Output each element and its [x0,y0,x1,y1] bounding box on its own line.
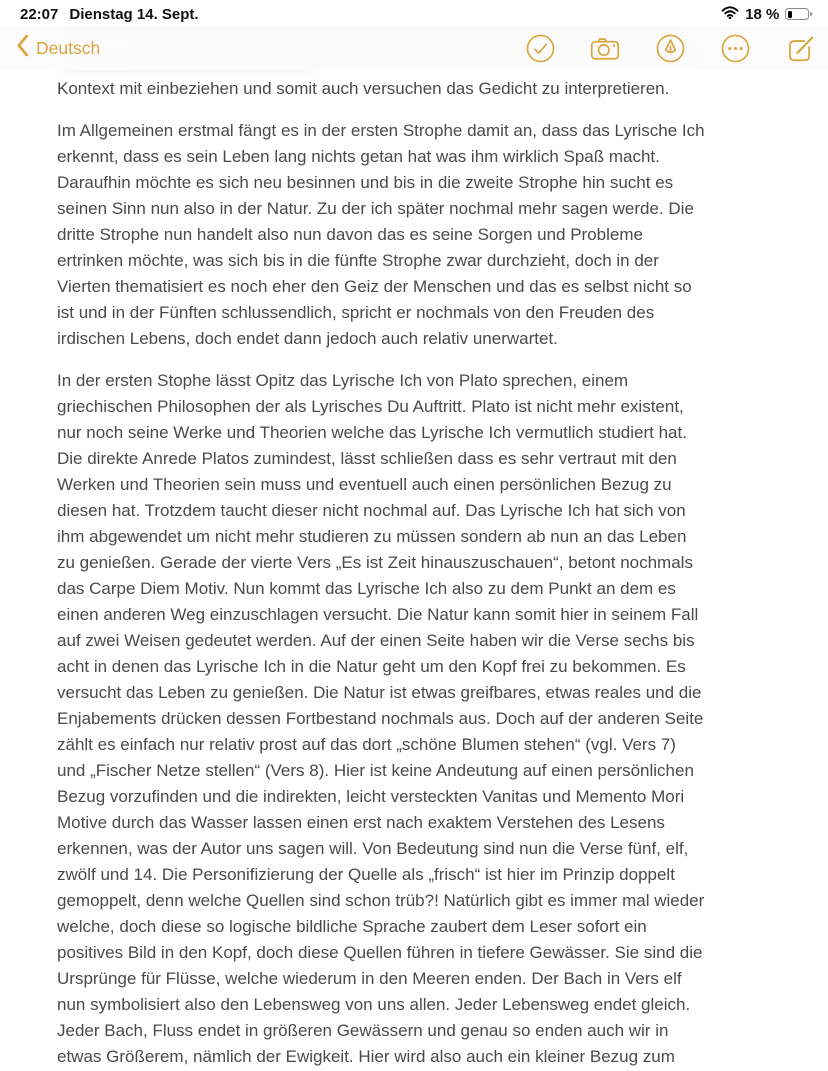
text-line: zählt es einfach nur relativ prost auf das dort „schöne Blumen stehen“ (vgl. Vers 7) [57,735,676,754]
nav-bar [0,26,828,70]
text-line: seinen Sinn nun also in der Natur. Zu der ich später nochmal mehr sagen werde. Die [57,199,694,218]
text-line: positives Bild in den Kopf, doch diese Quellen führen in tiefere Gewässer. Sie sind die [57,943,703,962]
back-button-label: Deutsch [36,37,101,58]
text-line: erkennt, dass es sein Leben lang nichts getan hat was ihm wirklich Spaß macht. [57,147,660,166]
status-bar [0,0,828,26]
text-line: ertrinken möchte, was sich bis in die fünfte Strophe zwar durchzieht, doch in der [57,251,659,270]
text-line: Daraufhin möchte es sich neu besinnen und bis in die zweite Strophe hin sucht es [57,173,674,192]
wifi-icon [721,6,739,23]
battery-percent: 18 % [745,5,780,23]
text-line: zu genießen. Gerade der vierte Vers „Es ist Zeit hinauszuschauen“, betont nochmals [57,553,693,572]
text-line: Bezug vorzufinden und die indirekten, leicht versteckten Vanitas und Memento Mori [57,787,685,806]
text-line: ihm abgewendet um nicht mehr studieren zu müssen sondern ab nun an das Leben [57,527,687,546]
text-line: irdischen Lebens, doch endet dann jedoch auch relativ unerwartet. [57,329,558,348]
text-line: erkennen, was der Autor uns sagen will. Von Bedeutung sind nun die Verse fünf, elf, [57,839,689,858]
text-line: zwölf und 14. Die Personifizierung der Quelle als „frisch“ ist hier im Prinzip doppelt [57,865,675,884]
checkmark-circle-icon[interactable] [524,32,556,64]
text-line: acht in denen das Lyrische Ich in die Natur geht um den Kopf frei zu bekommen. Es [57,657,686,676]
battery-icon [785,8,812,20]
text-line: Enjabements drücken dessen Fortbestand nochmals aus. Doch auf der anderen Seite [57,709,704,728]
text-line: versucht das Leben zu genießen. Die Natur ist etwas greifbares, etwas reales und die [57,683,702,702]
paragraph [57,368,772,1070]
text-line: In der ersten Stophe lässt Opitz das Lyrische Ich von Plato sprechen, einem [57,371,629,390]
text-line: Im Allgemeinen erstmal fängt es in der ersten Strophe damit an, dass das Lyrische Ich [57,121,705,140]
status-date: Dienstag 14. Sept. [69,5,199,23]
text-line: das Carpe Diem Motiv. Nun kommt das Lyrische Ich also zu dem Punkt an dem es [57,579,676,598]
text-line: gemoppelt, denn welche Quellen sind schon trüb?! Natürlich gibt es immer mal wieder [57,891,705,910]
nav-toolbar [524,32,816,64]
text-line: nun symbolisiert also den Lebensweg von uns allen. Jeder Lebensweg endet gleich. [57,995,691,1014]
text-line: auf zwei Weisen gedeutet werden. Auf der einen Seite haben wir die Verse sechs bis [57,631,695,650]
text-line: nur noch seine Werke und Theorien welche das Lyrische Ich vermutlich studiert hat. [57,423,687,442]
text-line: und „Fischer Netze stellen“ (Vers 8). Hier ist keine Andeutung auf einen persönlichen [57,761,694,780]
camera-icon[interactable] [589,32,621,64]
text-line: Werken und Theorien sein muss und eventuell auch einen persönlichen Bezug zu [57,475,672,494]
text-line: Jeder Bach, Fluss endet in größeren Gewässern und genau so enden auch wir in [57,1021,669,1040]
text-line: welche, doch diese so logische bildliche Sprache zaubert dem Leser sofort ein [57,917,647,936]
text-line: etwas Größerem, nämlich der Ewigkeit. Hier wird also auch ein kleiner Bezug zum [57,1047,675,1066]
more-ellipsis-circle-icon[interactable] [719,32,751,64]
compose-note-icon[interactable] [784,32,816,64]
note-body[interactable] [0,70,828,1071]
text-line: Kontext mit einbeziehen und somit auch versuchen das Gedicht zu interpretieren. [57,79,670,98]
back-button[interactable] [16,34,100,62]
text-line: Vierten thematisiert es noch eher den Geiz der Menschen und das es selbst nicht so [57,277,692,296]
paragraph [57,76,772,102]
text-line: Motive durch das Wasser lassen einen erst nach exaktem Verstehen des Lesens [57,813,665,832]
paragraph [57,118,772,352]
text-line: einen anderen Weg einzuschlagen versucht. Die Natur kann somit hier in seinem Fall [57,605,699,624]
markup-pen-circle-icon[interactable] [654,32,686,64]
text-line: Ursprünge für Flüsse, welche wiederum in den Meeren enden. Der Bach in Vers elf [57,969,682,988]
status-time: 22:07 [20,5,59,23]
text-line: diesen hat. Trotzdem taucht dieser nicht nochmal auf. Das Lyrische Ich hat sich von [57,501,686,520]
text-line: Die direkte Anrede Platos zumindest, lässt schließen dass es sehr vertraut mit den [57,449,677,468]
text-line: dritte Strophe nun handelt also nun davon das es seine Sorgen und Probleme [57,225,643,244]
text-line: ist und in der Fünften schlussendlich, spricht er nochmals von den Freuden des [57,303,655,322]
chevron-left-icon [16,34,29,62]
text-line: griechischen Philosophen der als Lyrisches Du Auftritt. Plato ist nicht mehr existent, [57,397,684,416]
